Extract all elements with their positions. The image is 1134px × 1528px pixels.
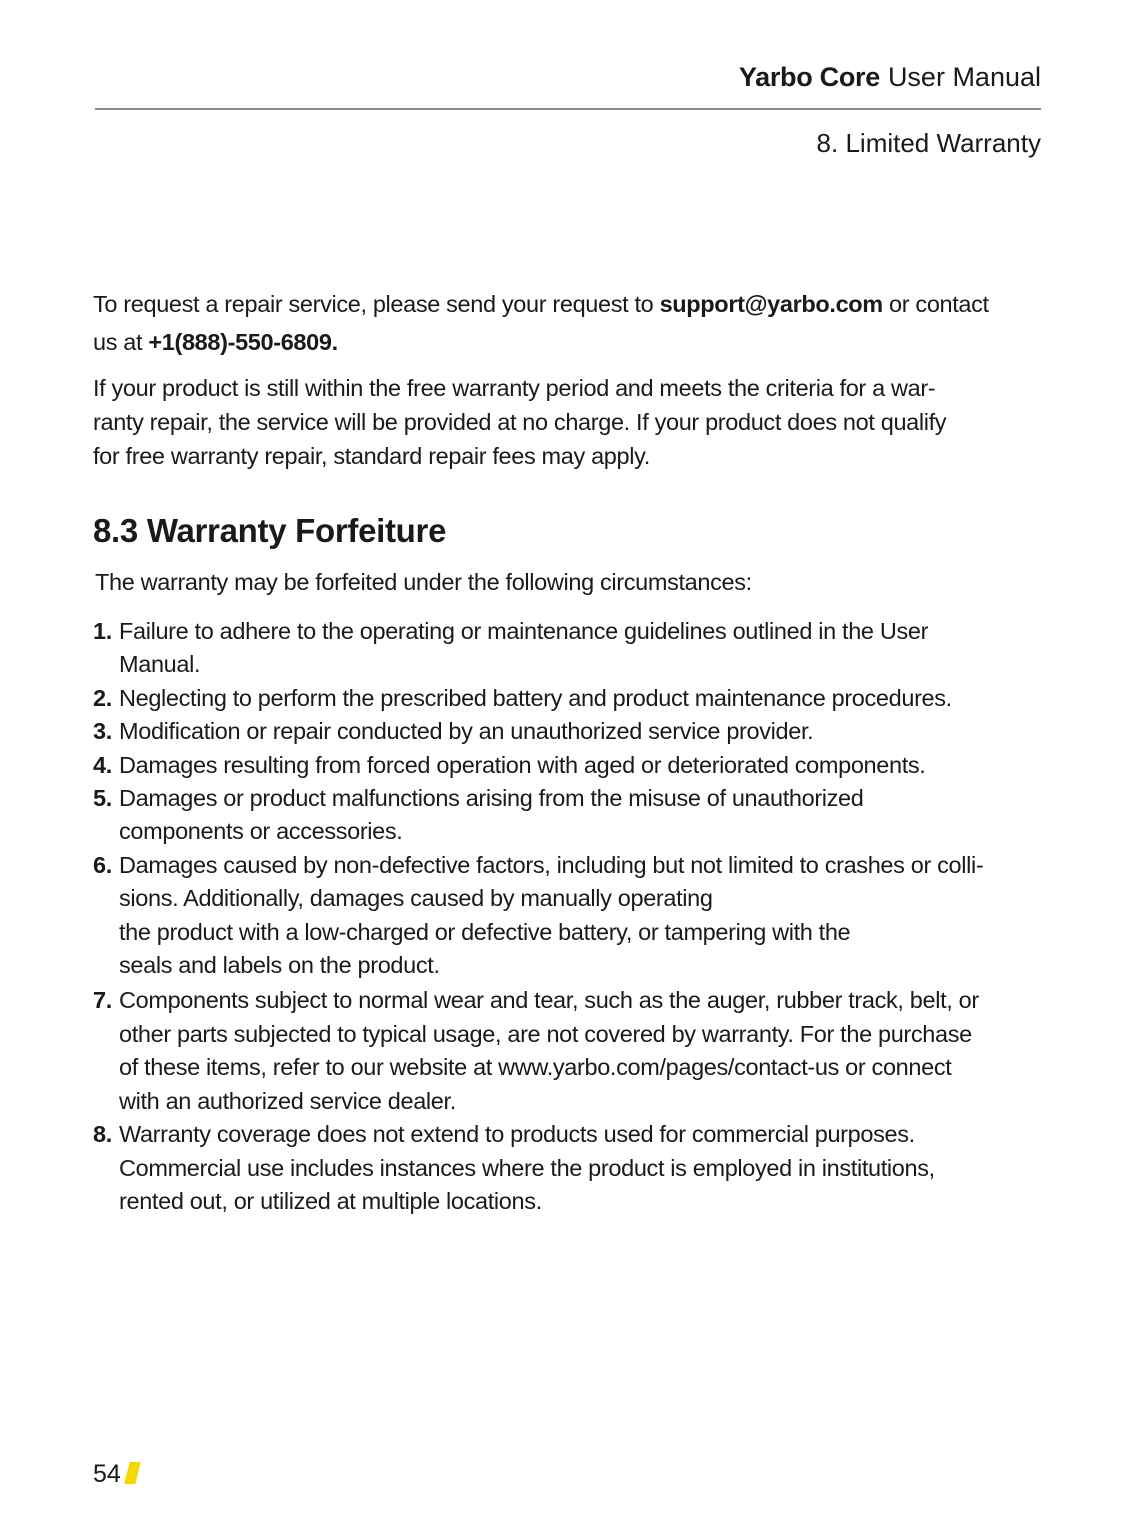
list-item [93, 749, 1043, 782]
list-item-line: sions. Additionally, damages caused by manually operating [119, 885, 713, 912]
repair-request-text-3: us at [93, 329, 149, 355]
list-item [93, 849, 1043, 983]
header-divider [95, 108, 1041, 110]
list-item [93, 782, 1043, 849]
list-item-line: Manual. [119, 651, 201, 678]
page-footer [93, 1458, 138, 1490]
list-item-line: Damages caused by non-defective factors, including but not limited to crashes or colli- [119, 851, 984, 878]
forfeiture-list [93, 615, 1043, 1218]
chapter-title: 8. Limited Warranty [816, 128, 1041, 158]
list-item [93, 1118, 1043, 1218]
repair-request-text: To request a repair service, please send your request to [93, 291, 660, 317]
header-brand: Yarbo Core [738, 62, 880, 92]
header-subtitle: User Manual [887, 62, 1041, 92]
page-content [93, 285, 1043, 1218]
free-warranty-paragraph [93, 371, 1043, 473]
running-header [739, 60, 1041, 94]
section-intro: The warranty may be forfeited under the following circumstances: [95, 569, 752, 595]
list-item-line: Neglecting to perform the prescribed battery and product maintenance procedures. [119, 684, 952, 711]
list-item-line: other parts subjected to typical usage, are not covered by warranty. For the purchase [119, 1020, 972, 1047]
list-item-number: 4. [93, 751, 112, 778]
list-item-number: 1. [93, 618, 112, 644]
list-item-line: components or accessories. [119, 818, 403, 845]
list-item-number: 2. [93, 684, 112, 711]
list-item-line: seals and labels on the product. [119, 952, 440, 979]
list-item-line: Warranty coverage does not extend to products used for commercial purposes. [119, 1121, 915, 1148]
paragraph-line: If your product is still within the free warranty period and meets the criteria for a war- [93, 375, 936, 401]
list-item [93, 615, 1043, 682]
list-item-number: 6. [93, 851, 112, 878]
page-number: 54 [93, 1460, 121, 1488]
paragraph-line: for free warranty repair, standard repair fees may apply. [93, 443, 650, 469]
list-item-line: Damages or product malfunctions arising from the misuse of unauthorized [119, 785, 864, 812]
list-item-number: 8. [93, 1121, 112, 1148]
support-phone: +1(888)-550-6809. [148, 329, 338, 355]
list-item-number: 7. [93, 987, 112, 1014]
paragraph-line: ranty repair, the service will be provided at no charge. If your product does not qualify [93, 409, 947, 435]
list-item-number: 3. [93, 718, 112, 745]
support-email: support@yarbo.com [659, 291, 883, 317]
accent-mark-icon [124, 1462, 140, 1484]
section-heading: 8.3 Warranty Forfeiture [93, 512, 447, 549]
list-item-line: the product with a low-charged or defective battery, or tampering with the [119, 918, 851, 945]
list-item-line: with an authorized service dealer. [119, 1087, 456, 1114]
list-item [93, 682, 1043, 715]
list-item [93, 984, 1043, 1118]
list-item-line: Failure to adhere to the operating or maintenance guidelines outlined in the User [119, 618, 929, 644]
list-item-line: Modification or repair conducted by an unauthorized service provider. [119, 718, 814, 745]
repair-request-text-2: or contact [882, 291, 989, 317]
repair-request-paragraph [93, 285, 1043, 361]
list-item-number: 5. [93, 785, 112, 812]
list-item-line: Commercial use includes instances where the product is employed in institutions, [119, 1154, 935, 1181]
list-item-line: of these items, refer to our website at www.yarbo.com/pages/contact-us or connect [119, 1054, 952, 1081]
list-item-line: rented out, or utilized at multiple locations. [119, 1187, 542, 1214]
list-item [93, 715, 1043, 748]
list-item-line: Components subject to normal wear and tear, such as the auger, rubber track, belt, or [119, 987, 979, 1014]
list-item-line: Damages resulting from forced operation with aged or deteriorated components. [119, 751, 926, 778]
